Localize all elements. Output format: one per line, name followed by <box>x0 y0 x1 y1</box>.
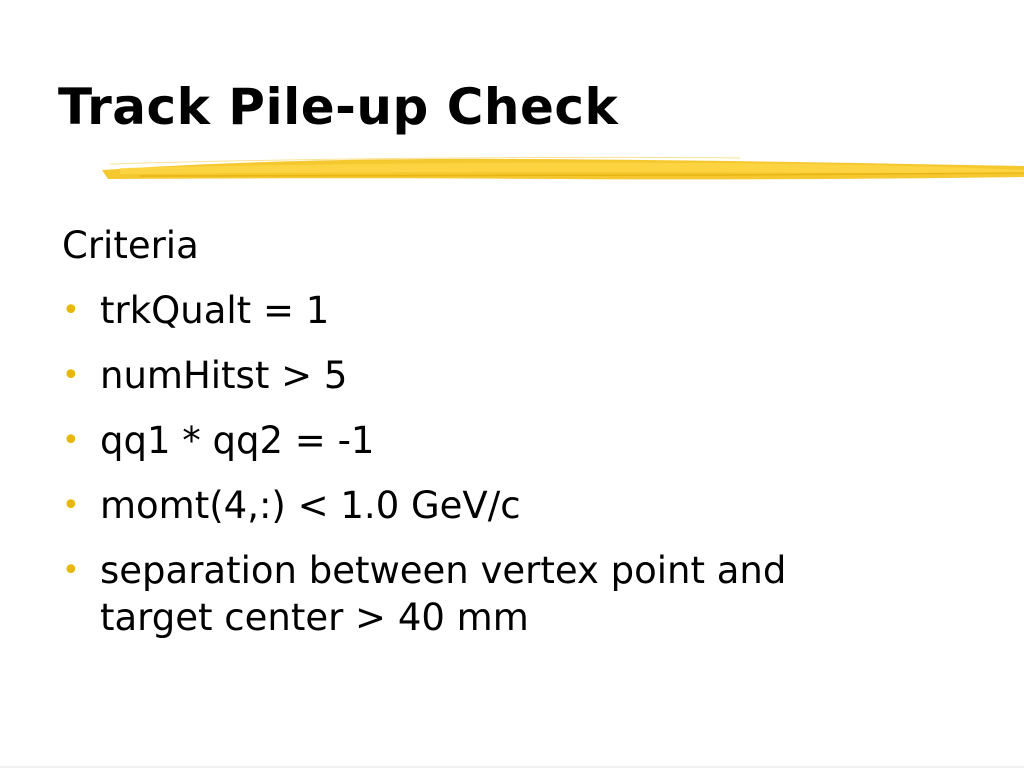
list-item-text: trkQualt = 1 <box>100 289 330 332</box>
title-underline-brushstroke <box>100 150 1024 186</box>
list-item <box>62 417 962 464</box>
criteria-list <box>62 287 962 641</box>
criteria-heading: Criteria <box>62 224 199 267</box>
list-item-text: numHitst > 5 <box>100 354 348 397</box>
bullet-icon: • <box>62 358 80 393</box>
bullet-icon: • <box>62 293 80 328</box>
slide-title: Track Pile-up Check <box>58 78 619 136</box>
list-item <box>62 287 962 334</box>
bullet-icon: • <box>62 553 80 588</box>
list-item <box>62 547 962 641</box>
bullet-icon: • <box>62 423 80 458</box>
slide-body <box>62 222 962 659</box>
list-item <box>62 482 962 529</box>
list-item-text: separation between vertex point and target center > 40 mm <box>100 549 787 639</box>
list-item-text: momt(4,:) < 1.0 GeV/c <box>100 484 521 527</box>
list-item <box>62 352 962 399</box>
bullet-icon: • <box>62 488 80 523</box>
list-item-text: qq1 * qq2 = -1 <box>100 419 375 462</box>
